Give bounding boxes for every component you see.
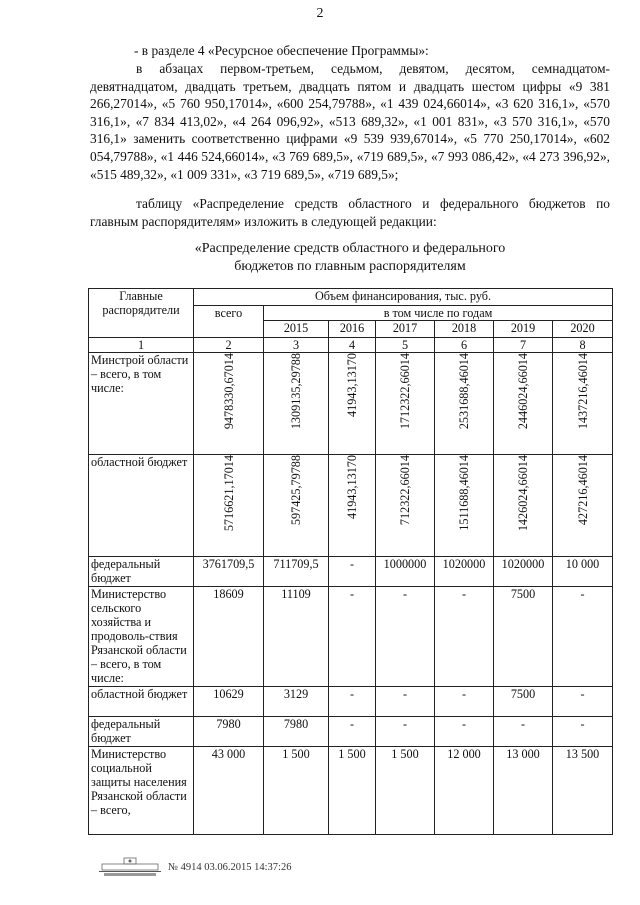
header-by-years: в том числе по годам — [264, 306, 613, 321]
page-number: 2 — [316, 6, 324, 21]
column-number: 3 — [264, 338, 329, 353]
column-number: 5 — [376, 338, 435, 353]
table-title-line-2: бюджетов по главным распорядителям — [234, 259, 466, 274]
cell-value: - — [376, 717, 435, 747]
cell-value: - — [376, 587, 435, 687]
cell-value: 427216,46014 — [575, 455, 590, 526]
row-label: областной бюджет — [89, 687, 194, 717]
table-row — [89, 587, 613, 687]
registration-stamp: № 4914 03.06.2015 14:37:26 — [168, 861, 292, 873]
paragraph-section-4: - в разделе 4 «Ресурсное обеспечение Программы»: — [134, 43, 429, 58]
cell-value: 1 500 — [264, 747, 329, 835]
column-number: 2 — [194, 338, 264, 353]
header-year: 2015 — [264, 321, 329, 338]
cell-value: 597425,79788 — [289, 455, 303, 526]
cell-value: 10 000 — [553, 557, 613, 587]
cell-value: 1000000 — [376, 557, 435, 587]
header-funding: Объем финансирования, тыс. руб. — [194, 289, 613, 306]
cell-value: 41943,13170 — [345, 353, 359, 417]
cell-value: 1309135,29788 — [289, 353, 303, 430]
document-footer — [98, 856, 291, 878]
column-number: 6 — [435, 338, 494, 353]
cell-value: - — [553, 687, 613, 717]
row-label: федеральный бюджет — [89, 717, 194, 747]
table-row — [89, 353, 613, 455]
cell-value: 13 500 — [553, 747, 613, 835]
cell-value: - — [553, 717, 613, 747]
cell-value: 7980 — [264, 717, 329, 747]
cell-value: - — [329, 557, 376, 587]
table-row — [89, 557, 613, 587]
funding-distribution-table — [88, 288, 613, 835]
cell-value: 43 000 — [194, 747, 264, 835]
cell-value: - — [435, 687, 494, 717]
cell-value: 1020000 — [494, 557, 553, 587]
table-title-line-1: «Распределение средств областного и федерального — [194, 241, 506, 256]
cell-value: - — [494, 717, 553, 747]
header-year: 2017 — [376, 321, 435, 338]
cell-value: 2446024,66014 — [516, 353, 530, 430]
cell-value: 3761709,5 — [194, 557, 264, 587]
cell-value: - — [553, 587, 613, 687]
cell-value: 7500 — [494, 587, 553, 687]
cell-value: 7980 — [194, 717, 264, 747]
cell-value: - — [376, 687, 435, 717]
cell-value: 1511688,46014 — [457, 455, 471, 531]
header-distributors: Главные распорядители — [89, 289, 194, 338]
row-label: Министерство сельского хозяйства и продоволь-ствия Рязанской области – всего, в том числе: — [89, 587, 194, 687]
cell-value: 1712322,66014 — [398, 353, 412, 430]
cell-value: 3129 — [264, 687, 329, 717]
header-year: 2020 — [553, 321, 613, 338]
column-number: 1 — [89, 338, 194, 353]
cell-value: - — [435, 717, 494, 747]
row-label: Минстрой области – всего, в том числе: — [89, 353, 194, 455]
header-total: всего — [194, 306, 264, 338]
table-row — [89, 747, 613, 835]
cell-value: 1 500 — [376, 747, 435, 835]
header-year: 2019 — [494, 321, 553, 338]
paragraph-table-intro: таблицу «Распределение средств областного и федерального бюджетов по главным распорядителям» изложить в следующей редакции: — [90, 196, 610, 229]
cell-value: 10629 — [194, 687, 264, 717]
table-row — [89, 455, 613, 557]
header-year: 2018 — [435, 321, 494, 338]
cell-value: 12 000 — [435, 747, 494, 835]
cell-value: 11109 — [264, 587, 329, 687]
cell-value: 711709,5 — [264, 557, 329, 587]
column-number: 4 — [329, 338, 376, 353]
cell-value: 1426024,66014 — [516, 455, 530, 532]
header-year: 2016 — [329, 321, 376, 338]
cell-value: 2531688,46014 — [457, 353, 471, 430]
cell-value: - — [435, 587, 494, 687]
paragraph-replace-figures: в абзацах первом-третьем, седьмом, девятом, десятом, семнадцатом-девятнадцатом, двадцать третьем, двадцать пятом и двадцать шестом цифры «9 381 266,27014», «5 760 950,17014», «600 254,79788», «1 439 024,66014», «3 620 316,1», «570 316,1», «7 834 413,02», «4 264 096,92», «513 689,32», «1 001 831», «3 570 316,1», «570 316,1» заменить соответственно цифрами «9 539 939,67014», «5 770 250,17014», «602 054,79788», «1 446 524,66014», «3 769 689,5», «719 689,5», «7 993 086,42», «4 273 396,92», «515 489,32», «1 009 331», «3 719 689,5», «719 689,5»; — [90, 61, 610, 182]
cell-value: - — [329, 587, 376, 687]
cell-value: 18609 — [194, 587, 264, 687]
table-title — [150, 240, 550, 276]
row-label: областной бюджет — [89, 455, 194, 557]
cell-value: 712322,66014 — [398, 455, 412, 526]
registry-seal-icon — [98, 856, 162, 878]
cell-value: 1020000 — [435, 557, 494, 587]
cell-value: 9478330,67014 — [221, 353, 236, 430]
column-number: 7 — [494, 338, 553, 353]
cell-value: 13 000 — [494, 747, 553, 835]
cell-value: 5716621,17014 — [221, 455, 236, 532]
row-label: федеральный бюджет — [89, 557, 194, 587]
cell-value: 1 500 — [329, 747, 376, 835]
cell-value: 7500 — [494, 687, 553, 717]
cell-value: 1437216,46014 — [575, 353, 590, 430]
table-row — [89, 717, 613, 747]
row-label: Министерство социальной защиты населения Рязанской области – всего, — [89, 747, 194, 835]
column-number: 8 — [553, 338, 613, 353]
cell-value: 41943,13170 — [345, 455, 359, 519]
table-row — [89, 687, 613, 717]
cell-value: - — [329, 687, 376, 717]
cell-value: - — [329, 717, 376, 747]
